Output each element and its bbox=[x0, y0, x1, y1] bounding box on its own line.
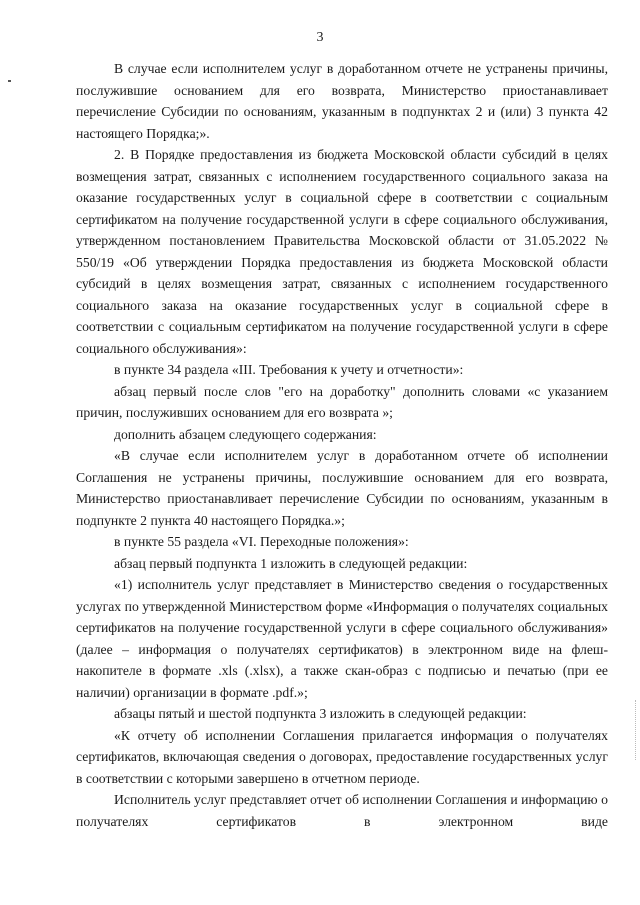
paragraph-3: в пункте 34 раздела «III. Требования к учету и отчетности»: bbox=[114, 362, 464, 377]
paragraph-11: «К отчету об исполнении Соглашения прилагается информация о получателях сертификатов, включающая сведения о договорах, предоставление государственных услуг в соответствии с которыми завершено в отчетном периоде. bbox=[76, 727, 608, 786]
paragraph-2: 2. В Порядке предоставления из бюджета Московской области субсидий в целях возмещения затрат, связанных с исполнением государственного социального заказа на оказание государственных услуг в социальной сфере в соответствии с социальным сертификатом на получение государственной услуги в сфере социального обслуживания, утвержденном постановлением Правительства Московской области от 31.05.2022 № 550/19 «Об утверждении Порядка предоставления из бюджета Московской области субсидий в целях возмещения затрат, связанных с исполнением государственного социального заказа на оказание государственных услуг в социальной сфере в соответствии с социальным сертификатом на получение государственной услуги в сфере социального обслуживания»: bbox=[76, 147, 608, 356]
paragraph-8: абзац первый подпункта 1 изложить в следующей редакции: bbox=[114, 555, 468, 571]
paragraph-1: В случае если исполнителем услуг в доработанном отчете не устранены причины, послужившие основанием для его возврата, Министерство приостанавливает перечисление Субсидии по основаниям, указанным в подпунктах 2 и (или) 3 пункта 42 настоящего Порядка;». bbox=[76, 61, 608, 141]
paragraph-9: «1) исполнитель услуг представляет в Министерство сведения о государственных услугах по утвержденной Министерством форме «Информация о получателях социальных сертификатов на получение государственной услуги в сфере социального обслуживания» (далее – информация о получателях сертификатов) в электронном виде на флеш-накопителе в формате .xls (.xlsx), а также скан-образ с подписью и печатью (при ее наличии) организации в формате .pdf.»; bbox=[76, 577, 608, 700]
scan-speck bbox=[8, 80, 11, 82]
page-number: 3 bbox=[316, 30, 324, 45]
paragraph-5: дополнить абзацем следующего содержания: bbox=[114, 426, 377, 442]
document-body bbox=[76, 58, 608, 832]
paragraph-6: «В случае если исполнителем услуг в доработанном отчете об исполнении Соглашения не устранены причины, послужившие основанием для его возврата, Министерство приостанавливает перечисление Субсидии по основаниям, указанным в подпункте 2 пункта 40 настоящего Порядка.»; bbox=[76, 448, 608, 528]
paragraph-12: Исполнитель услуг представляет отчет об исполнении Соглашения и информацию о получателях сертификатов в электронном виде bbox=[76, 792, 608, 829]
paragraph-7: в пункте 55 раздела «VI. Переходные положения»: bbox=[114, 534, 409, 549]
paragraph-10: абзацы пятый и шестой подпункта 3 изложить в следующей редакции: bbox=[114, 706, 527, 721]
scan-edge-mark bbox=[634, 700, 636, 760]
paragraph-4: абзац первый после слов "его на доработку" дополнить словами «с указанием причин, послуживших основанием для его возврата »; bbox=[76, 383, 608, 420]
